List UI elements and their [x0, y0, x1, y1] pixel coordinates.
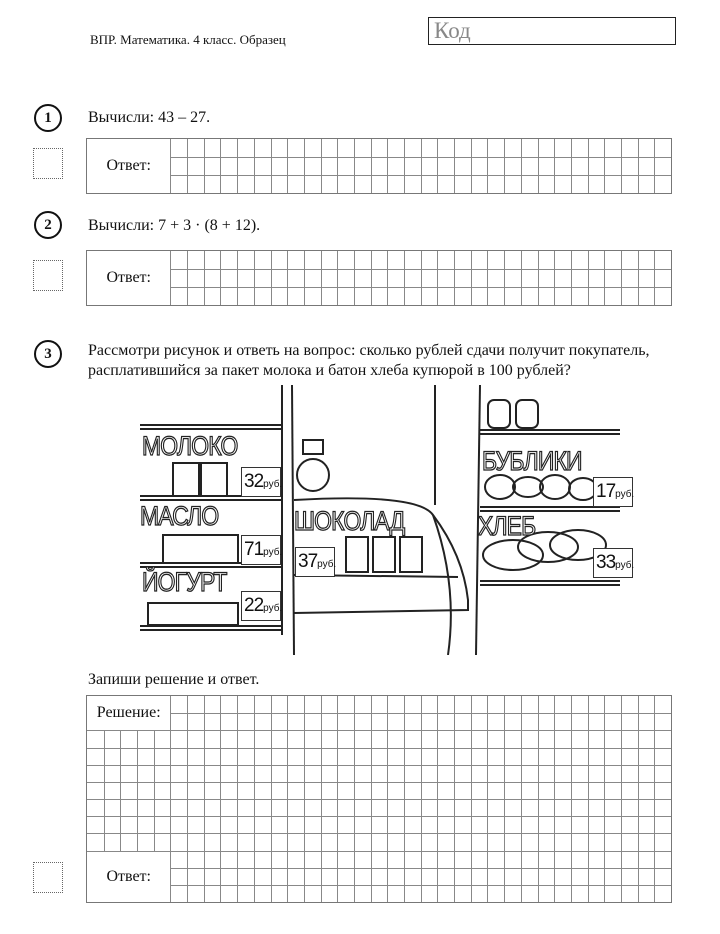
- grid-line: [87, 713, 671, 714]
- code-label: Код: [434, 18, 471, 43]
- grid-line: [654, 251, 655, 305]
- grid-line: [554, 139, 555, 193]
- question-number-2: 2: [34, 211, 62, 239]
- grid-line: [371, 139, 372, 193]
- question-text-3: Рассмотри рисунок и ответь на вопрос: сколько рублей сдачи получит покупатель, расплатившийся за пакет молока и батон хлеба купюрой в 100 рублей?: [88, 342, 650, 379]
- answer-label: Ответ:: [87, 251, 170, 305]
- grid-line: [87, 730, 671, 731]
- grid-line: [87, 748, 671, 749]
- grid-line: [504, 139, 505, 193]
- grid-line: [170, 251, 171, 305]
- grid-line: [87, 782, 671, 783]
- grid-line: [87, 816, 671, 817]
- product-label-bagels: БУБЛИКИ: [482, 446, 582, 476]
- grid-line: [287, 139, 288, 193]
- grid-line: [387, 139, 388, 193]
- grid-line: [87, 851, 671, 852]
- grid-line: [87, 833, 671, 834]
- price-tag-bagels: 17руб.: [593, 477, 633, 507]
- grid-line: [571, 251, 572, 305]
- grid-line: [187, 251, 188, 305]
- grid-line: [371, 251, 372, 305]
- grid-line: [521, 251, 522, 305]
- grid-line: [170, 175, 671, 176]
- question-number-1: 1: [34, 104, 62, 132]
- score-box-2: [33, 260, 63, 291]
- price-tag-butter: 71руб.: [241, 535, 281, 565]
- grid-line: [554, 251, 555, 305]
- product-label-milk: МОЛОКО: [142, 431, 238, 461]
- grid-line: [504, 251, 505, 305]
- grid-line: [571, 139, 572, 193]
- grid-line: [87, 885, 671, 886]
- grid-line: [271, 139, 272, 193]
- product-label-chocolate: ШОКОЛАД: [294, 506, 405, 536]
- grid-line: [220, 139, 221, 193]
- product-label-bread: ХЛЕБ: [478, 511, 536, 541]
- grid-line: [487, 139, 488, 193]
- price-tag-bread: 33руб.: [593, 548, 633, 578]
- grid-line: [204, 139, 205, 193]
- answer-grid-2[interactable]: [86, 250, 672, 306]
- answer-label: Ответ:: [87, 139, 170, 193]
- grid-line: [337, 251, 338, 305]
- grid-line: [254, 139, 255, 193]
- page-header: ВПР. Математика. 4 класс. Образец: [90, 32, 286, 47]
- grid-line: [538, 139, 539, 193]
- grid-line: [304, 251, 305, 305]
- grid-line: [337, 139, 338, 193]
- grid-line: [604, 251, 605, 305]
- grid-line: [271, 251, 272, 305]
- grid-line: [220, 251, 221, 305]
- score-box-3: [33, 862, 63, 893]
- grid-line: [588, 251, 589, 305]
- grid-line: [621, 251, 622, 305]
- grid-line: [354, 251, 355, 305]
- price-tag-yogurt: 22руб.: [241, 591, 281, 621]
- shop-illustration: [128, 385, 640, 655]
- code-field[interactable]: [428, 17, 676, 45]
- grid-line: [538, 251, 539, 305]
- solution-grid[interactable]: [86, 695, 672, 903]
- grid-line: [638, 139, 639, 193]
- score-box-1: [33, 148, 63, 179]
- grid-line: [87, 765, 671, 766]
- grid-line: [471, 251, 472, 305]
- grid-line: [304, 139, 305, 193]
- grid-line: [404, 139, 405, 193]
- grid-line: [237, 139, 238, 193]
- grid-line: [521, 139, 522, 193]
- grid-line: [404, 251, 405, 305]
- answer-grid-1[interactable]: [86, 138, 672, 194]
- grid-line: [321, 139, 322, 193]
- solution-label: Решение:: [87, 696, 170, 730]
- grid-line: [237, 251, 238, 305]
- grid-line: [87, 799, 671, 800]
- answer-label: Ответ:: [87, 852, 170, 903]
- grid-line: [187, 139, 188, 193]
- grid-line: [437, 251, 438, 305]
- grid-line: [654, 139, 655, 193]
- grid-line: [421, 251, 422, 305]
- grid-line: [437, 139, 438, 193]
- grid-line: [354, 139, 355, 193]
- grid-line: [588, 139, 589, 193]
- grid-line: [287, 251, 288, 305]
- grid-line: [170, 269, 671, 270]
- grid-line: [421, 139, 422, 193]
- question-text-2: Вычисли: 7 + 3 · (8 + 12).: [88, 217, 261, 234]
- instruction-text: Запиши решение и ответ.: [88, 671, 260, 688]
- product-label-butter: МАСЛО: [140, 501, 219, 531]
- price-tag-milk: 32руб.: [241, 467, 281, 497]
- grid-line: [621, 139, 622, 193]
- grid-line: [638, 251, 639, 305]
- question-text-1: Вычисли: 43 – 27.: [88, 109, 211, 126]
- product-label-yogurt: ЙОГУРТ: [142, 567, 227, 597]
- question-number-3: 3: [34, 340, 62, 368]
- grid-line: [387, 251, 388, 305]
- grid-line: [170, 157, 671, 158]
- grid-line: [170, 139, 171, 193]
- grid-line: [454, 251, 455, 305]
- grid-line: [604, 139, 605, 193]
- grid-line: [321, 251, 322, 305]
- grid-line: [254, 251, 255, 305]
- grid-line: [170, 287, 671, 288]
- grid-line: [487, 251, 488, 305]
- grid-line: [204, 251, 205, 305]
- grid-line: [454, 139, 455, 193]
- price-tag-chocolate: 37руб.: [295, 547, 335, 577]
- grid-line: [471, 139, 472, 193]
- grid-line: [87, 868, 671, 869]
